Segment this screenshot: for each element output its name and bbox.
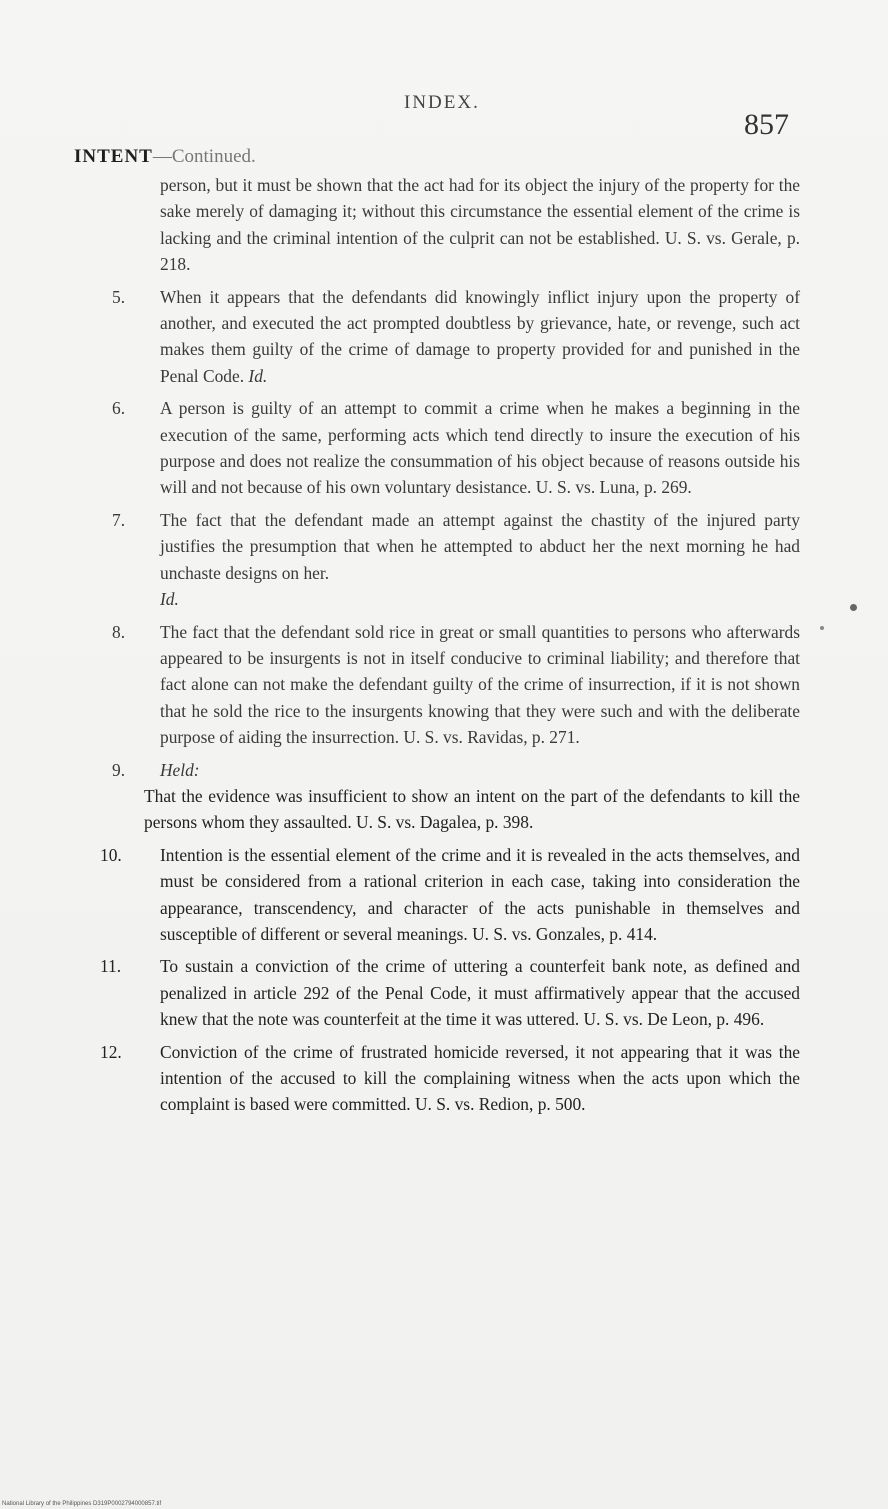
entry-text: person, but it must be shown that the act had for its object the injury of the property for the sake merely of damaging it; without this circumstance the essential element of the crime is lacking and the criminal intention of the culprit can not be established. U. S. vs. Gerale, p. 218. bbox=[160, 175, 800, 275]
entry-number: 10. bbox=[100, 844, 122, 865]
heading-continued: —Continued. bbox=[152, 146, 256, 167]
entry-11 bbox=[100, 953, 800, 1032]
section-heading bbox=[74, 146, 256, 168]
page-number: 857 bbox=[744, 108, 789, 141]
entry-text: Intention is the essential element of the crime and it is revealed in the acts themselves, and must be considered from a rational criterion in each case, taking into consideration the appearance, transcendency, and character of the acts punishable in themselves and susceptible of different or several meanings. U. S. vs. Gonzales, p. 414. bbox=[160, 844, 800, 944]
heading-word: INTENT bbox=[74, 146, 153, 167]
running-head: INDEX. bbox=[404, 92, 480, 113]
entry-text: The fact that the defendant sold rice in great or small quantities to persons who afterwards appeared to be insurgents is not in itself conducive to criminal liability; and therefore that fact alone can not make the defendant guilty of the crime of insurrection, if it is not shown that he sold the rice to the insurgents knowing that they were such and with the deliberate purpose of aiding the insurrection. U. S. vs. Ravidas, p. 271. bbox=[160, 621, 800, 748]
entry-number: 5. bbox=[112, 286, 126, 307]
entry-number: 7. bbox=[112, 509, 126, 530]
entry-text: A person is guilty of an attempt to commit a crime when he makes a beginning in the execution of the same, performing acts which tend directly to insure the execution of his purpose and does not realize the consummation of his object because of reasons outside his will and not because of his own voluntary desistance. U. S. vs. Luna, p. 269. bbox=[160, 398, 800, 498]
entry-number: 9. bbox=[112, 759, 126, 780]
entry-text: The fact that the defendant made an attempt against the chastity of the injured party justifies the presumption that when he attempted to abduct her the next morning he had unchaste designs on her. bbox=[160, 509, 800, 583]
entry-6 bbox=[112, 395, 800, 501]
entry-number: 12. bbox=[100, 1041, 122, 1062]
scan-speck bbox=[850, 604, 857, 611]
entry-text: That the evidence was insufficient to show an intent on the part of the defendants to kill the persons whom they assaulted. U. S. vs. Dagalea, p. 398. bbox=[144, 785, 800, 833]
scan-speck bbox=[820, 626, 824, 630]
scan-credit: National Library of the Philippines D319P0002794000857.tif bbox=[2, 1501, 162, 1507]
entry-ref: Id. bbox=[248, 365, 268, 386]
entry-8 bbox=[112, 619, 800, 751]
entry-number: 6. bbox=[112, 398, 126, 419]
entry-number: 11. bbox=[100, 956, 122, 977]
entry-ref: Id. bbox=[160, 589, 179, 610]
index-entries bbox=[100, 172, 800, 1124]
entry-4-continued bbox=[112, 172, 800, 278]
entry-12 bbox=[100, 1039, 800, 1118]
entry-label: Held: bbox=[160, 759, 200, 780]
entry-text: When it appears that the defendants did knowingly inflict injury upon the property of another, and executed the act prompted doubtless by grievance, hate, or revenge, such act makes them guilty of the crime of damage to property provided for and punished in the Penal Code. bbox=[160, 286, 800, 386]
entry-10 bbox=[100, 842, 800, 948]
entry-9 bbox=[112, 757, 800, 836]
entry-text: To sustain a conviction of the crime of uttering a counterfeit bank note, as defined and penalized in article 292 of the Penal Code, it must affirmatively appear that the accused knew that the note was counterfeit at the time it was uttered. U. S. vs. De Leon, p. 496. bbox=[160, 956, 800, 1030]
entry-text: Conviction of the crime of frustrated homicide reversed, it not appearing that it was the intention of the accused to kill the complaining witness when the acts upon which the complaint is based were committed. U. S. vs. Redion, p. 500. bbox=[160, 1041, 800, 1115]
entry-7 bbox=[112, 507, 800, 613]
entry-number: 8. bbox=[112, 621, 126, 642]
entry-5 bbox=[112, 284, 800, 390]
